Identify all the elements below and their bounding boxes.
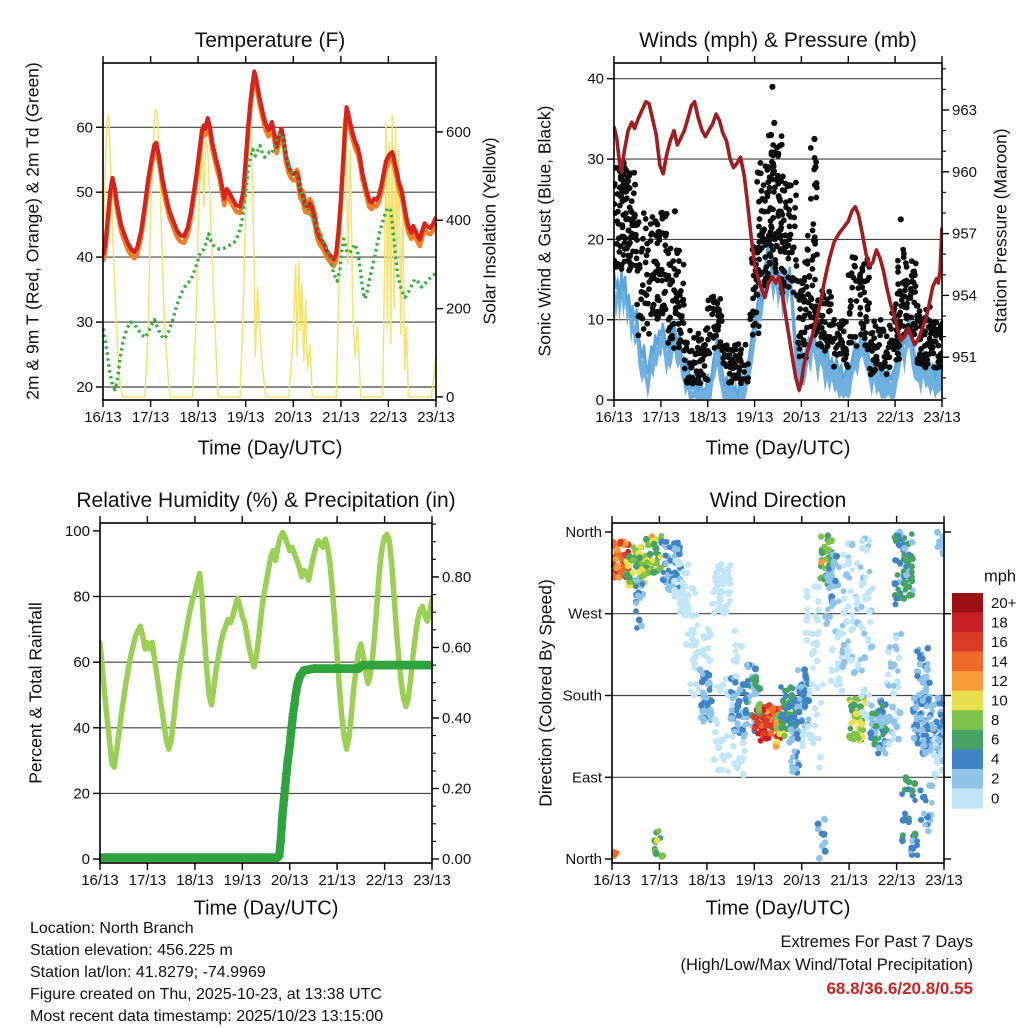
svg-text:18/13: 18/13 [179,409,217,426]
station-latlon: Station lat/lon: 41.8279; -74.9969 [30,964,266,981]
svg-text:22/13: 22/13 [365,872,404,889]
svg-text:22/13: 22/13 [369,409,408,426]
station-elevation: Station elevation: 456.225 m [30,942,233,959]
svg-text:20/13: 20/13 [782,872,821,889]
svg-text:North: North [565,523,602,541]
svg-text:12: 12 [991,673,1008,690]
svg-text:18: 18 [991,614,1008,632]
svg-text:23/13: 23/13 [923,409,961,426]
svg-text:957: 957 [952,225,978,243]
svg-text:951: 951 [952,349,978,367]
svg-text:21/13: 21/13 [318,872,356,889]
svg-text:0.40: 0.40 [442,709,472,727]
svg-text:22/13: 22/13 [876,409,914,426]
svg-text:19/13: 19/13 [223,872,262,889]
svg-text:18/13: 18/13 [176,872,214,889]
wind-direction-chart-title: Wind Direction [709,489,847,512]
svg-text:17/13: 17/13 [128,872,167,889]
svg-text:North: North [565,851,602,869]
svg-text:10: 10 [587,311,604,329]
svg-text:4: 4 [991,751,1000,769]
svg-text:20/13: 20/13 [274,409,313,426]
svg-text:0.20: 0.20 [442,780,472,798]
svg-text:20: 20 [587,231,604,249]
svg-text:20/13: 20/13 [270,872,309,889]
svg-text:23/13: 23/13 [925,872,963,889]
svg-text:South: South [562,687,602,705]
station-info [30,918,383,1028]
svg-text:954: 954 [952,287,978,305]
svg-text:16/13: 16/13 [84,409,122,426]
wind-direction-xaxis-label: Time (Day/UTC) [705,897,851,920]
svg-text:17/13: 17/13 [642,409,680,426]
svg-text:22/13: 22/13 [877,872,916,889]
svg-text:0: 0 [446,388,455,406]
svg-text:400: 400 [446,212,472,230]
svg-text:16/13: 16/13 [595,409,633,426]
temperature-yaxis-right-label: Solar Insolation (Yellow) [479,137,500,325]
svg-text:16/13: 16/13 [81,872,119,889]
svg-text:60: 60 [76,119,93,137]
svg-text:West: West [568,605,602,623]
svg-text:16/13: 16/13 [593,872,631,889]
svg-text:30: 30 [76,314,93,332]
svg-text:60: 60 [73,654,90,672]
figure-created-timestamp: Figure created on Thu, 2025-10-23, at 13:38 UTC [30,986,382,1003]
temperature-xaxis-label: Time (Day/UTC) [197,437,343,460]
winds-yaxis-right-label: Station Pressure (Maroon) [990,128,1011,334]
extremes-values: 68.8/36.6/20.8/0.55 [826,979,973,998]
svg-text:0.00: 0.00 [442,851,472,869]
extremes-summary [500,931,973,1001]
svg-text:0: 0 [81,851,90,869]
extremes-subtitle: (High/Low/Max Wind/Total Precipitation) [680,956,973,974]
svg-text:963: 963 [952,101,978,119]
station-location: Location: North Branch [30,920,194,937]
most-recent-data-timestamp: Most recent data timestamp: 2025/10/23 13:15:00 [30,1008,384,1025]
humidity-chart-title: Relative Humidity (%) & Precipitation (in) [76,489,456,512]
svg-text:0.60: 0.60 [442,639,472,657]
svg-text:0: 0 [595,392,604,409]
svg-text:20: 20 [73,785,90,803]
svg-text:20/13: 20/13 [782,409,821,426]
humidity-xaxis-label: Time (Day/UTC) [193,897,339,920]
svg-text:20+: 20+ [991,594,1017,612]
svg-text:21/13: 21/13 [829,409,868,426]
svg-text:200: 200 [446,300,472,318]
svg-text:30: 30 [587,151,604,169]
svg-text:8: 8 [991,712,1000,730]
svg-text:23/13: 23/13 [417,409,455,426]
svg-text:18/13: 18/13 [688,872,726,889]
svg-text:17/13: 17/13 [640,872,679,889]
humidity-yaxis-left-label: Percent & Total Rainfall [25,602,46,784]
svg-text:960: 960 [952,163,978,181]
svg-text:0: 0 [991,790,1000,808]
svg-text:19/13: 19/13 [735,872,774,889]
svg-text:21/13: 21/13 [830,872,868,889]
svg-text:14: 14 [991,653,1008,671]
svg-text:40: 40 [76,249,93,267]
temperature-chart-title: Temperature (F) [194,29,346,52]
winds-xaxis-label: Time (Day/UTC) [705,437,851,460]
svg-text:6: 6 [991,731,1000,749]
svg-text:21/13: 21/13 [322,409,360,426]
svg-text:19/13: 19/13 [226,409,265,426]
svg-text:100: 100 [64,522,90,540]
svg-text:80: 80 [73,588,90,606]
svg-text:17/13: 17/13 [131,409,170,426]
svg-text:40: 40 [73,719,90,737]
svg-text:0.80: 0.80 [442,568,472,586]
svg-text:16: 16 [991,633,1008,651]
svg-text:10: 10 [991,692,1008,710]
winds-yaxis-left-label: Sonic Wind & Gust (Blue, Black) [534,105,555,357]
wind-direction-yaxis-label: Direction (Colored By Speed) [535,579,556,807]
svg-text:19/13: 19/13 [735,409,774,426]
extremes-title: Extremes For Past 7 Days [780,933,973,951]
temperature-yaxis-left-label: 2m & 9m T (Red, Orange) & 2m Td (Green) [22,62,43,400]
svg-text:40: 40 [587,70,604,88]
svg-text:18/13: 18/13 [688,409,727,426]
colorbar-title: mph [983,567,1017,586]
svg-text:600: 600 [446,123,472,141]
svg-text:2: 2 [991,770,1000,788]
svg-text:20: 20 [76,379,93,397]
svg-text:50: 50 [76,184,93,202]
svg-text:23/13: 23/13 [413,872,451,889]
svg-text:East: East [571,769,602,787]
winds-chart-title: Winds (mph) & Pressure (mb) [639,29,917,52]
